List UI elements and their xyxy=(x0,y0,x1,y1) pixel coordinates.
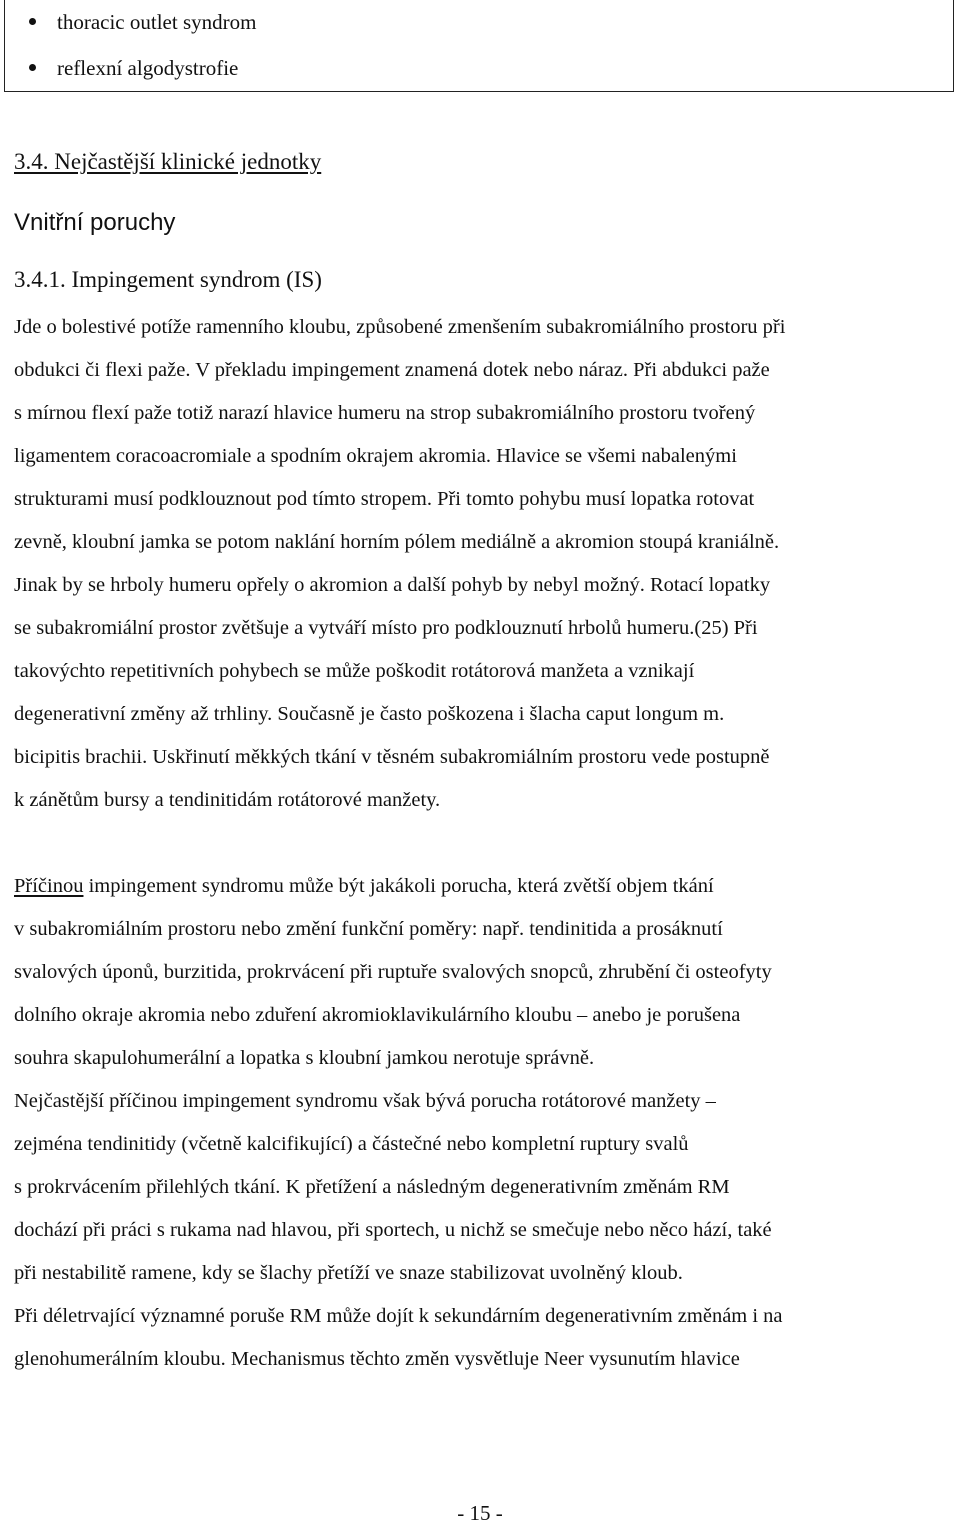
text-line xyxy=(14,865,954,908)
bullet-dot-icon xyxy=(29,18,36,25)
text-line: obdukci či flexi paže. V překladu impingement znamená dotek nebo náraz. Při abdukci paže xyxy=(14,359,770,381)
page-number: - 15 - xyxy=(457,1501,503,1525)
bullet-dot-icon xyxy=(29,64,36,71)
paragraph-causes xyxy=(14,865,954,1381)
paragraph-impingement-definition xyxy=(14,306,954,822)
text-line: dolního okraje akromia nebo zduření akromioklavikulárního kloubu – anebo je porušena xyxy=(14,1004,741,1026)
text-line: s prokrvácením přilehlých tkání. K přetížení a následným degenerativním změnám RM xyxy=(14,1176,730,1198)
text-line: svalových úponů, burzitida, prokrvácení při ruptuře svalových snopců, zhrubění či osteofyty xyxy=(14,961,772,983)
underlined-term: Příčinou xyxy=(14,875,84,897)
text-line: se subakromiální prostor zvětšuje a vytváří místo pro podklouznutí hrbolů humeru.(25) Při xyxy=(14,617,758,639)
list-item-text: reflexní algodystrofie xyxy=(57,56,239,80)
text-line: bicipitis brachii. Uskřinutí měkkých tkání v těsném subakromiálním prostoru vede postupně xyxy=(14,746,770,768)
text-line: Jde o bolestivé potíže ramenního kloubu, způsobené zmenšením subakromiálního prostoru při xyxy=(14,316,786,338)
section-heading: 3.4. Nejčastější klinické jednotky xyxy=(14,149,322,174)
text-line: s mírnou flexí paže totiž narazí hlavice humeru na strop subakromiálního prostoru tvořený xyxy=(14,402,756,424)
text-line: takovýchto repetitivních pohybech se může poškodit rotátorová manžeta a vznikají xyxy=(14,660,695,682)
text-line: Nejčastější příčinou impingement syndromu však bývá porucha rotátorové manžety – xyxy=(14,1090,716,1112)
text-line: souhra skapulohumerální a lopatka s kloubní jamkou nerotuje správně. xyxy=(14,1047,595,1069)
list-item xyxy=(57,55,238,81)
subheading: Vnitřní poruchy xyxy=(14,209,176,236)
text-line: Jinak by se hrboly humeru opřely o akromion a další pohyb by nebyl možný. Rotací lopatky xyxy=(14,574,771,596)
text-line: v subakromiálním prostoru nebo změní funkční poměry: např. tendinitida a prosáknutí xyxy=(14,918,723,940)
text-line: degenerativní změny až trhliny. Současně je často poškozena i šlacha caput longum m. xyxy=(14,703,725,725)
text-line: Při déletrvající významné poruše RM může dojít k sekundárním degenerativním změnám i na xyxy=(14,1305,783,1327)
list-item-text: thoracic outlet syndrom xyxy=(57,10,257,34)
text-line: dochází při práci s rukama nad hlavou, při sportech, u nichž se smečuje nebo něco hází, také xyxy=(14,1219,772,1241)
text-line: zevně, kloubní jamka se potom naklání horním pólem mediálně a akromion stoupá kraniálně. xyxy=(14,531,780,553)
text-line: ligamentem coracoacromiale a spodním okrajem akromia. Hlavice se všemi nabalenými xyxy=(14,445,737,467)
text-line-rest: impingement syndromu může být jakákoli porucha, která zvětší objem tkání xyxy=(83,875,714,897)
text-line: glenohumerálním kloubu. Mechanismus těchto změn vysvětluje Neer vysunutím hlavice xyxy=(14,1348,740,1370)
text-line: při nestabilitě ramene, kdy se šlachy přetíží ve snaze stabilizovat uvolněný kloub. xyxy=(14,1262,683,1284)
text-line: strukturami musí podklouznout pod tímto stropem. Při tomto pohybu musí lopatka rotovat xyxy=(14,488,755,510)
text-line: zejména tendinitidy (včetně kalcifikující) a částečné nebo kompletní ruptury svalů xyxy=(14,1133,689,1155)
bullet-list-box xyxy=(4,0,954,92)
subsection-heading: 3.4.1. Impingement syndrom (IS) xyxy=(14,267,322,292)
list-item xyxy=(57,9,256,35)
text-line: k zánětům bursy a tendinitidám rotátorové manžety. xyxy=(14,789,441,811)
